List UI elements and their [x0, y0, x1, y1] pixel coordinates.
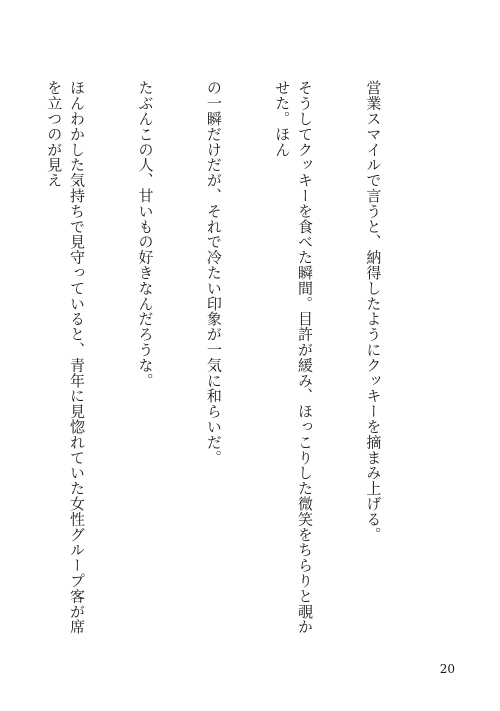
text-line: 営業スマイルで言うと、納得したようにクッキーを摘まみ上げる。 — [364, 80, 383, 542]
text-line: たぶんこの人、甘いもの好きなんだろうな。 — [136, 80, 155, 388]
text-line: そうしてクッキーを食べた瞬間。目許が緩み、ほっこりした微笑をちらりと覗かせた。ほん — [273, 80, 315, 635]
page-number: 20 — [439, 662, 455, 676]
vertical-text-body — [0, 80, 430, 640]
text-line: ほんわかした気持ちで見守っていると、青年に見惚れていた女性グループ客が席を立つのが見え — [45, 80, 87, 635]
text-line: の一瞬だけだが、それで冷たい印象が一気に和らいだ。 — [204, 80, 223, 465]
